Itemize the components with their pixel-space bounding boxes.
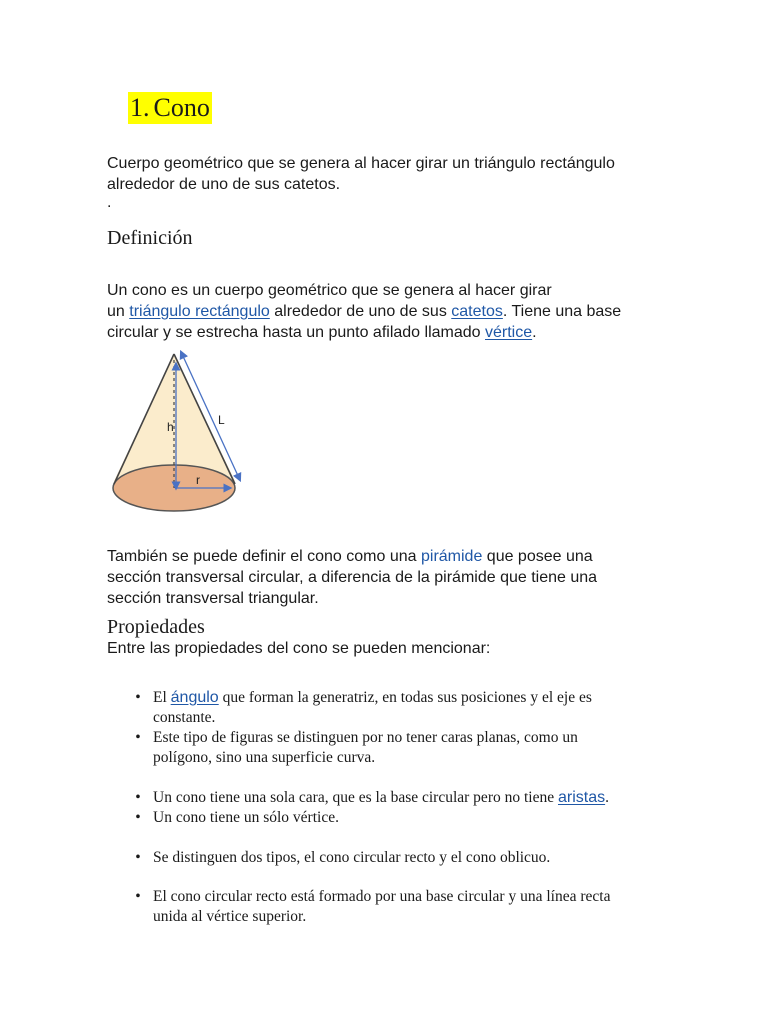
- tambien-paragraph: [107, 546, 707, 609]
- definicion-heading: Definición: [107, 227, 193, 249]
- item-text: El: [153, 689, 171, 706]
- title-number: 1.: [130, 93, 150, 122]
- item-text: que forman la generatriz, en todas sus posiciones y el eje es: [218, 689, 592, 706]
- tambien-line-1: [107, 546, 707, 567]
- list-item-continuation: polígono, sino una superficie curva.: [153, 749, 376, 766]
- definicion-line-3: [107, 322, 707, 343]
- bullet-icon: •: [135, 689, 141, 706]
- definicion-text: circular y se estrecha hasta un punto afilado llamado: [107, 324, 485, 341]
- propiedades-intro: Entre las propiedades del cono se pueden mencionar:: [107, 640, 491, 657]
- bullet-icon: •: [135, 809, 141, 826]
- item-text: Un cono tiene una sola cara, que es la base circular pero no tiene: [153, 789, 558, 806]
- list-item-text: [153, 688, 668, 708]
- intro-dot: .: [107, 194, 112, 211]
- tambien-line-2: sección transversal circular, a diferencia de la pirámide que tiene una: [107, 569, 598, 586]
- definicion-line-2: [107, 301, 707, 322]
- bullet-icon: •: [135, 729, 141, 746]
- link-catetos[interactable]: catetos: [451, 303, 503, 320]
- link-vertice[interactable]: vértice: [485, 324, 533, 341]
- list-item-text: Se distinguen dos tipos, el cono circular recto y el cono oblicuo.: [153, 849, 551, 866]
- link-piramide[interactable]: pirámide: [420, 548, 483, 565]
- list-item: [128, 728, 668, 768]
- list-item-text: Este tipo de figuras se distinguen por no tener caras planas, como un: [153, 729, 578, 746]
- list-item-text: [153, 788, 668, 808]
- list-item: [128, 788, 668, 808]
- intro-line-1: Cuerpo geométrico que se genera al hacer girar un triángulo rectángulo: [107, 155, 615, 172]
- definicion-text: alrededor de uno de sus: [269, 303, 452, 320]
- definicion-paragraph: [107, 280, 707, 343]
- list-item-text: Un cono tiene un sólo vértice.: [153, 809, 339, 826]
- label-h: h: [167, 420, 174, 434]
- list-item-text: El cono circular recto está formado por una base circular y una línea recta: [153, 888, 611, 905]
- list-item: [128, 808, 668, 828]
- title-text: Cono: [153, 93, 210, 122]
- bullet-icon: •: [135, 849, 141, 866]
- page-title: [128, 92, 212, 124]
- tambien-line-3: sección transversal triangular.: [107, 590, 319, 607]
- link-angulo[interactable]: ángulo: [170, 689, 219, 706]
- list-item: [128, 848, 668, 868]
- link-triangulo-rectangulo[interactable]: triángulo rectángulo: [129, 303, 270, 320]
- list-item-continuation: constante.: [153, 709, 216, 726]
- definicion-text: . Tiene una base: [502, 303, 622, 320]
- tambien-text: que posee una: [482, 548, 593, 565]
- definicion-line-1: Un cono es un cuerpo geométrico que se genera al hacer girar: [107, 282, 552, 299]
- bullet-icon: •: [135, 789, 141, 806]
- tambien-text: También se puede definir el cono como una: [107, 548, 421, 565]
- list-item: [128, 887, 668, 927]
- list-item: [128, 688, 668, 728]
- label-r: r: [196, 473, 200, 487]
- propiedades-heading: Propiedades: [107, 616, 205, 638]
- list-item-continuation: unida al vértice superior.: [153, 908, 307, 925]
- item-text: .: [605, 789, 609, 806]
- definicion-text: un: [107, 303, 130, 320]
- intro-paragraph: [107, 153, 707, 211]
- label-l: L: [218, 413, 225, 427]
- definicion-text: .: [532, 324, 537, 341]
- cone-diagram: [104, 346, 254, 518]
- bullet-icon: •: [135, 888, 141, 905]
- link-aristas[interactable]: aristas: [557, 789, 606, 806]
- intro-line-2: alrededor de uno de sus catetos.: [107, 176, 341, 193]
